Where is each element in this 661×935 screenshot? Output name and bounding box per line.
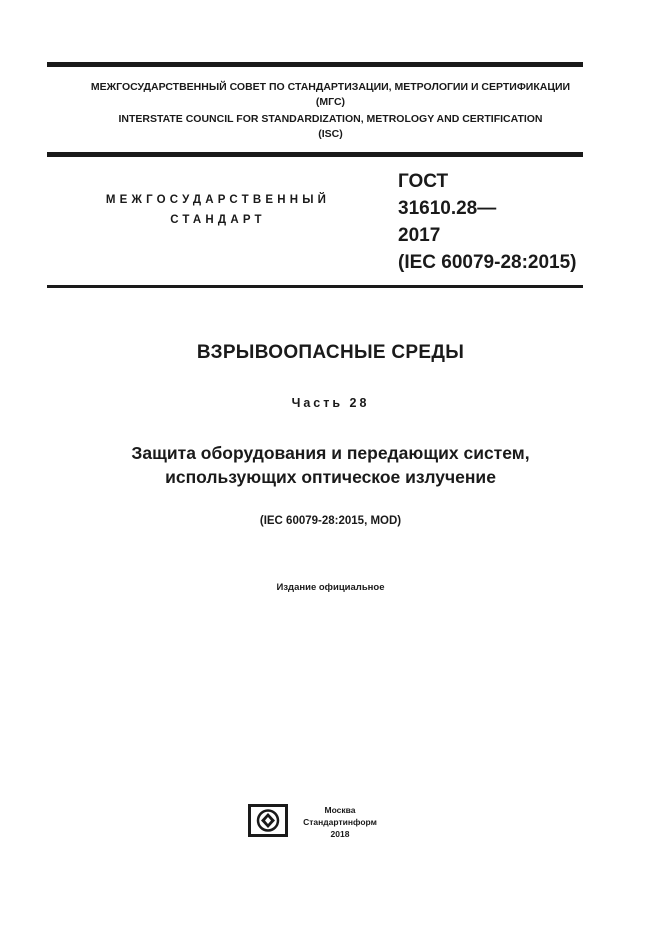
council-en-text: INTERSTATE COUNCIL FOR STANDARDIZATION, METROLOGY AND CERTIFICATION: [118, 113, 543, 125]
header-rule: [47, 152, 583, 157]
council-ru-abbr: (МГС): [315, 96, 346, 108]
gost-designation: [398, 168, 577, 276]
subtitle-line1: Защита оборудования и передающих систем,: [131, 443, 530, 463]
top-rule: [47, 62, 583, 67]
gost-line1: ГОСТ: [398, 171, 449, 192]
council-en-abbr: (ISC): [318, 128, 343, 140]
standard-type-line2: СТАНДАРТ: [170, 214, 266, 226]
publisher-name: Стандартинформ: [303, 817, 377, 827]
council-en: [0, 112, 661, 142]
document-subtitle: [0, 441, 661, 489]
gost-line2: 31610.28—: [398, 198, 497, 219]
gost-line4: (IEC 60079-28:2015): [398, 252, 577, 273]
standard-type: [88, 190, 348, 230]
document-title: ВЗРЫВООПАСНЫЕ СРЕДЫ: [196, 342, 465, 363]
subtitle-line2: использующих оптическое излучение: [165, 467, 496, 487]
standard-type-line1: МЕЖГОСУДАРСТВЕННЫЙ: [105, 194, 331, 206]
publisher-block: [292, 804, 388, 840]
publisher-year: 2018: [330, 829, 350, 839]
gost-line3: 2017: [398, 225, 441, 246]
edition-note: Издание официальное: [276, 582, 385, 593]
council-ru-text: МЕЖГОСУДАРСТВЕННЫЙ СОВЕТ ПО СТАНДАРТИЗАЦИИ, МЕТРОЛОГИИ И СЕРТИФИКАЦИИ: [90, 81, 571, 93]
modification-note: (IEC 60079-28:2015, MOD): [259, 515, 402, 527]
publisher-city: Москва: [324, 805, 356, 815]
council-ru: [0, 80, 661, 110]
standard-rule: [47, 285, 583, 288]
part-number: Часть 28: [291, 396, 370, 410]
standartinform-logo-icon: [248, 804, 288, 837]
